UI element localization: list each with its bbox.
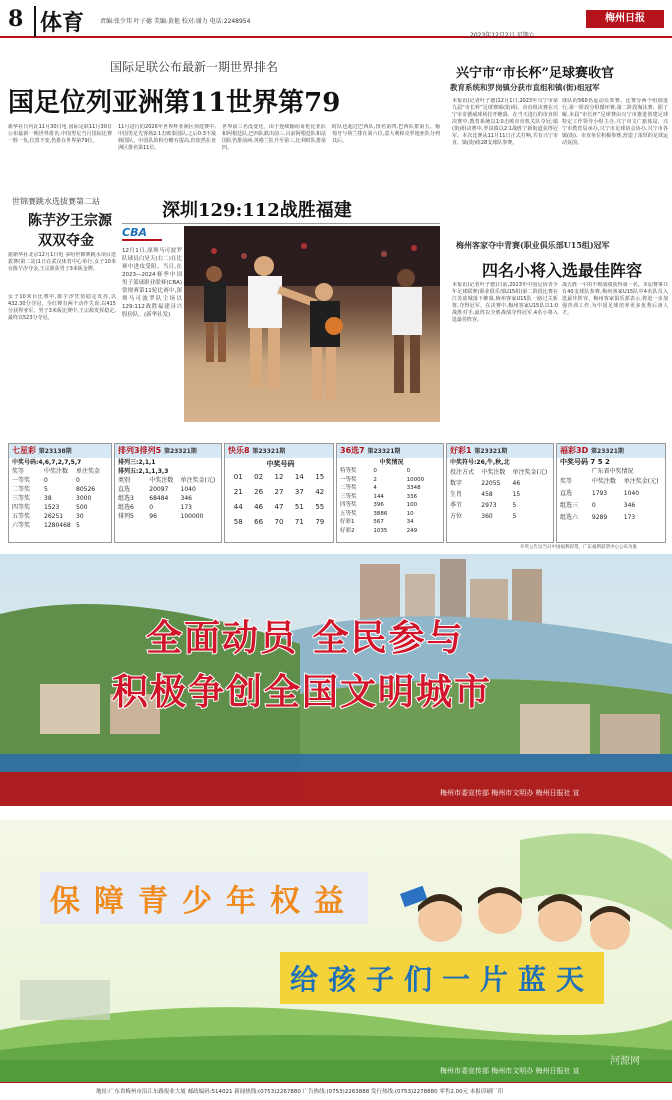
- article4-col1: 本报讯(记者叶子德)日前,2023年中国足协青少年足球联赛(职业俱乐部U15组)第二阶段比赛在江苏盐城落下帷幕,梅州客家U15队一路过关斩将,夺得冠军。在决赛中,梅州客家U15队以1:0战胜对手,最终以全胜战绩夺得冠军,4名小将入选最佳阵容。: [452, 282, 558, 323]
- article1-col2: 11月进行的2026年世界杯亚洲区预选赛中,中国男足先客场2:1击败泰国队,之后0:3不敌韩国队。中国队的积分略有提高,但依然在亚洲区排名第11位。: [118, 124, 216, 151]
- lottery-numbers-2: 排列五:2,1,1,3,3: [118, 468, 169, 475]
- banner2-slogan-line2-box: [280, 952, 604, 1004]
- lottery-pailie: [114, 443, 222, 543]
- banner2-slogan-line1-box: [40, 872, 368, 924]
- lottery-section-label: 广东省中奖情况: [591, 468, 634, 475]
- banner2-slogan-line1: 保障青少年权益: [40, 872, 368, 924]
- article1-kicker: 国际足联公布最新一期世界排名: [110, 60, 279, 74]
- lottery-table: 投注方式 中奖注数 单注奖金(元) 数字 22055 46 生肖 458 15 季节 2973 5 方位 360 5: [450, 469, 548, 520]
- children-illustration: [0, 820, 672, 1082]
- newspaper-logo: 梅州日报: [586, 10, 664, 28]
- article3-kicker: 兴宁市“市长杯”足球赛收官: [456, 66, 614, 81]
- banner2-slogan-line2: 给孩子们一片蓝天: [280, 952, 604, 1004]
- editors-line: 责编:张少邦 叶子德 美编:黄艳 校对:谢力 电话:2248954: [100, 18, 251, 25]
- watermark: 河源网: [610, 1056, 640, 1067]
- lottery-36xuan7: [336, 443, 444, 543]
- lottery-numbers: 排列三:2,1,1: [118, 459, 156, 466]
- article3-col1: 本报讯(记者叶子德)12月1日,2023年兴宁市第九届“市长杯”足球赛镇(街)组、市直组决赛在兴宁市奇德威球场拉开帷幕。在当天进行的市直组决赛中,教育系统以1:0击败市直机关队夺冠;镇(街)组决赛中,罗岗镇以2:1战胜宁新街道获得冠军。本次比赛从11月11日正式打响,共有兴宁市直、镇(街)组28支球队参赛。: [452, 98, 558, 146]
- lottery-title: 好彩1 第23321期: [447, 444, 553, 458]
- civilization-banner: [0, 554, 672, 806]
- banner1-slogan-line1: 全面动员 全民参与: [146, 618, 465, 659]
- basketball-photo: [184, 226, 440, 422]
- lottery-numbers: 中奖号码:4,6,7,2,7,5,7: [12, 459, 82, 466]
- banner2-credit: 梅州市委宣传部 梅州市文明办 梅州日报社 宣: [440, 1067, 580, 1075]
- article2-headline-line2: 双双夺金: [38, 233, 94, 249]
- photo-caption: 12月1日,深圳马可波罗队球员白昊天(右二)在比赛中进攻受阻。当日,在2023—2024赛季中国男子篮球职业联赛(CBA)常规赛第11轮比赛中,深圳马可波罗队主场以129:112战胜福建浔兴股份队。(新华社发): [122, 248, 182, 318]
- lottery-title: 福彩3D 第23321期: [557, 444, 665, 458]
- article2-body2: 女子10米台比赛中,陈芋汐凭借稳定发挥,以432.30分夺冠。全红婵有两个动作失误,以415分获得亚军。男子3米板比赛中,王宗源发挥稳定,最终以523分夺冠。: [8, 294, 116, 321]
- lottery-numbers: 中奖符号:26,牛,秋,北: [450, 459, 510, 466]
- lottery-fucai3d: [556, 443, 666, 543]
- article1-headline: 国足位列亚洲第11世界第79: [8, 88, 341, 118]
- article1-col1: 新华社日内瓦11月30日电 国际足联11月30日公布最新一期世界排名,中国男足当月国际比赛一胜一负,位置不变,仍排在世界第79位。: [8, 124, 112, 144]
- page-number: 8: [8, 6, 24, 32]
- issue-date: 2023年12月2日 星期六: [470, 32, 535, 39]
- youth-rights-banner: [0, 820, 672, 1082]
- article2-headline-line1: 陈芋汐王宗源: [28, 213, 112, 229]
- lottery-title: 36选7 第23321期: [337, 444, 443, 458]
- footer-divider: [0, 1082, 672, 1083]
- article4-col2: 战五胜一平的不败战绩获得第一名。本届赛事共有40支球队参赛,梅州客家U15队中4名队员入选最佳阵容。梅州客家俱乐部表示,将进一步加强青训工作,为中国足球培养更多优秀后备人才。: [562, 282, 668, 316]
- lottery-numbers: 中奖号码 7 5 2: [560, 458, 610, 466]
- lottery-qixingcai: [8, 443, 112, 543]
- photo-caption-column: [122, 226, 182, 426]
- lottery-title: 排列3排列5 第23321期: [115, 444, 221, 458]
- section-title: 体育: [34, 6, 84, 37]
- article2-body1: 据新华社北京12月1日电 多哈世锦赛跳水项目选拔赛(第二站)1日在武汉体育中心举行,女子10米台陈芋汐夺金,王宗源获男子3米板金牌。: [8, 252, 116, 272]
- lottery-title: 快乐8 第23321期: [225, 444, 333, 458]
- basketball-players-illustration: [184, 226, 440, 422]
- lottery-number-grid: 01 02 12 14 15 21 26 27 37 42 44 46 47 51 55 58 66 70 71 79: [233, 473, 325, 526]
- article1-col4: 时队也超过巴西队,排名第四,巴西队排第五。葡萄牙与荷兰排在第六位,意大利和克罗地亚队分列其后。: [332, 124, 440, 144]
- lottery-note: 开奖公告以当日中国福利彩票、广东福利彩票中心公布为准: [520, 545, 637, 550]
- article2-kicker: 世锦赛跳水选拔赛第二站: [12, 197, 100, 206]
- lottery-table: 奖等 中奖注数 单注奖金(元) 直选 1793 1040 组选三 0 346 组选六 9289 173: [560, 478, 659, 521]
- article4-kicker: 梅州客家夺中青赛(职业俱乐部U15组)冠军: [456, 240, 610, 250]
- lottery-kuaile8: [224, 443, 334, 543]
- banner1-credit: 梅州市委宣传部 梅州市文明办 梅州日报社 宣: [440, 789, 580, 797]
- article3-subhead: 教育系统和罗岗镇分获市直组和镇(街)组冠军: [450, 83, 600, 92]
- lottery-section-label: 中奖情况: [379, 459, 404, 466]
- lottery-table: 奖等 中奖注数 单注奖金 一等奖 0 0 二等奖 5 80526 三等奖 38 3000 四等奖 1523 500 五等奖 26251 30 六等奖 1280468 5: [12, 468, 101, 529]
- photo-headline-box: [122, 188, 440, 224]
- banner1-slogan-line2: 积极争创全国文明城市: [112, 672, 493, 713]
- article3-col2: 球队的560名运动员参赛。比赛分两个组别进行,第一阶段分组循环赛,第二阶段淘汰赛。据了解,本届“市长杯”足球赛由兴宁市推进创建足球特定工作领导小组主办,兴宁市文广旅体局、兴宁市教育局承办,兴宁市足球协会协办,兴宁市各镇(街)、市直单位积极参赛,营造了浓厚的足球运动氛围。: [562, 98, 668, 146]
- lottery-numbers-label: 中奖号码: [266, 460, 295, 468]
- article4-headline: 四名小将入选最佳阵容: [482, 261, 643, 280]
- lottery-haocai1: [446, 443, 554, 543]
- lottery-table: 特等奖 0 0 一等奖 2 10000 二等奖 4 3348 三等奖 144 336 四等奖 396 100 五等奖 3886 10 好彩1 567 34 好彩2 1035 249: [340, 468, 425, 534]
- article1-col3: 世界前三名没变化。由于连续输给哥伦比亚队和阿根廷队,巴西队跌出前三,目前阿根廷队和法国队仍排前两,英格兰队升至第三,比利时队排第四。: [222, 124, 326, 151]
- lottery-title: 七星彩 第23138期: [9, 444, 111, 458]
- photo-headline: 深圳129:112战胜福建: [162, 200, 352, 221]
- lottery-table: 类别 中奖注数 单注奖金(元) 直选 20097 1040 组选3 68484 346 组选6 0 173 排列5 96 100000: [118, 477, 216, 520]
- cba-label: CBA: [122, 226, 162, 241]
- footer-info: 地址:广东省梅州市沿江东路报业大厦 邮政编码:514021 新闻热线:(0753)2267880 广告热线:(0753)2263888 发行热线:(0753)2278880 零售2.00元 本报印刷厂印: [96, 1089, 503, 1095]
